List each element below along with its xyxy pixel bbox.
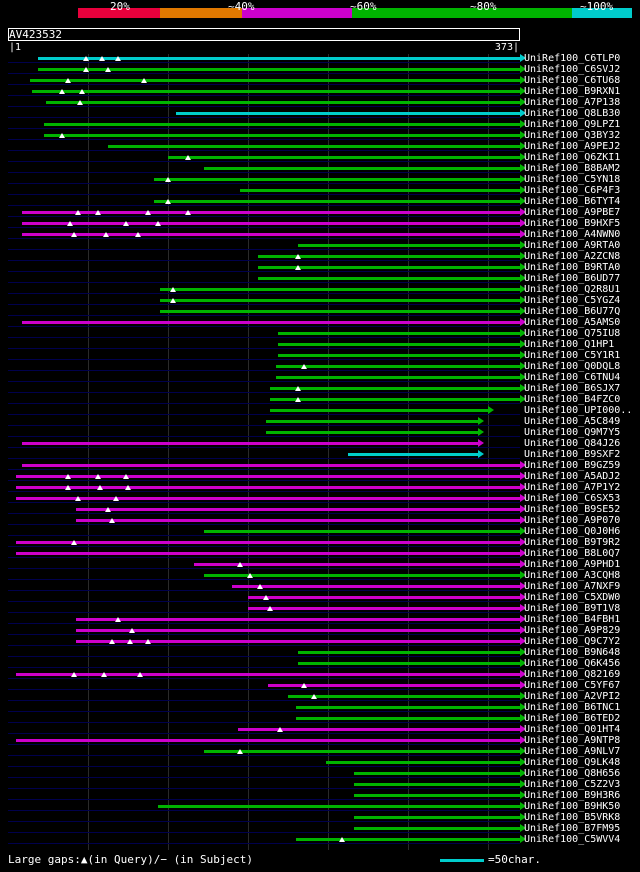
row-baseline bbox=[8, 392, 520, 393]
hit-bar[interactable] bbox=[22, 233, 520, 236]
row-baseline bbox=[8, 260, 520, 261]
hit-label[interactable]: UniRef100_A5AMS0 bbox=[524, 317, 621, 328]
hit-bar[interactable] bbox=[298, 651, 520, 654]
hit-label[interactable]: UniRef100_A7P1Y2 bbox=[524, 482, 621, 493]
hit-bar[interactable] bbox=[240, 189, 520, 192]
hit-label[interactable]: UniRef100_C6SX53 bbox=[524, 493, 621, 504]
gap-marker bbox=[145, 210, 151, 215]
hit-label[interactable]: UniRef100_C6TU68 bbox=[524, 75, 621, 86]
gap-marker bbox=[165, 177, 171, 182]
row-baseline bbox=[8, 348, 520, 349]
row-baseline bbox=[8, 590, 520, 591]
hit-label[interactable]: UniRef100_B9H3R6 bbox=[524, 790, 621, 801]
hit-bar[interactable] bbox=[44, 123, 520, 126]
hit-label[interactable]: UniRef100_B4FBH1 bbox=[524, 614, 621, 625]
hit-label[interactable]: UniRef100_A5ADJ2 bbox=[524, 471, 621, 482]
gap-marker bbox=[103, 232, 109, 237]
hit-label[interactable]: UniRef100_B6TYT4 bbox=[524, 196, 621, 207]
gap-marker bbox=[83, 67, 89, 72]
identity-legend bbox=[0, 0, 640, 26]
hit-label[interactable]: UniRef100_C5YF67 bbox=[524, 680, 621, 691]
row-baseline bbox=[8, 843, 520, 844]
hit-label[interactable]: UniRef100_C5YGZ4 bbox=[524, 295, 621, 306]
gap-marker bbox=[170, 287, 176, 292]
gap-marker bbox=[247, 573, 253, 578]
query-ruler bbox=[8, 42, 520, 54]
gap-marker bbox=[71, 232, 77, 237]
gap-marker bbox=[141, 78, 147, 83]
ruler-start-label: |1 bbox=[9, 42, 22, 53]
hit-label[interactable]: UniRef100_B9SE52 bbox=[524, 504, 621, 515]
hit-bar[interactable] bbox=[354, 827, 520, 830]
gap-marker bbox=[185, 155, 191, 160]
gap-marker bbox=[295, 254, 301, 259]
gap-marker bbox=[311, 694, 317, 699]
gap-marker bbox=[237, 749, 243, 754]
legend-label: 20% bbox=[110, 0, 130, 13]
hit-bar[interactable] bbox=[270, 398, 520, 401]
row-baseline bbox=[8, 832, 520, 833]
alignment-plot bbox=[8, 54, 520, 850]
gap-marker bbox=[170, 298, 176, 303]
row-baseline bbox=[8, 84, 520, 85]
hit-bar[interactable] bbox=[176, 112, 520, 115]
row-baseline bbox=[8, 601, 520, 602]
gap-marker bbox=[339, 837, 345, 842]
row-baseline bbox=[8, 425, 520, 426]
hit-label[interactable]: UniRef100_B9GZ59 bbox=[524, 460, 621, 471]
hit-label[interactable]: UniRef100_Q9LK48 bbox=[524, 757, 621, 768]
hit-label[interactable]: UniRef100_Q9C7Y2 bbox=[524, 636, 621, 647]
row-baseline bbox=[8, 678, 520, 679]
row-baseline bbox=[8, 183, 520, 184]
hit-label[interactable]: UniRef100_A9PBE7 bbox=[524, 207, 621, 218]
gap-marker bbox=[137, 672, 143, 677]
hit-label[interactable]: UniRef100_B6TNC1 bbox=[524, 702, 621, 713]
gap-marker bbox=[155, 221, 161, 226]
hit-bar[interactable] bbox=[276, 376, 520, 379]
footer bbox=[0, 850, 640, 872]
legend-label: ~40% bbox=[228, 0, 255, 13]
hit-label[interactable]: UniRef100_Q2R8U1 bbox=[524, 284, 621, 295]
hit-bar[interactable] bbox=[16, 486, 520, 489]
row-baseline bbox=[8, 744, 520, 745]
row-baseline bbox=[8, 117, 520, 118]
hit-label[interactable]: UniRef100_C5WVV4 bbox=[524, 834, 621, 845]
gap-marker bbox=[301, 364, 307, 369]
gap-marker bbox=[109, 518, 115, 523]
hit-bar[interactable] bbox=[204, 167, 520, 170]
grid-line bbox=[88, 54, 89, 850]
hit-label[interactable]: UniRef100_B6UD77 bbox=[524, 273, 621, 284]
row-baseline bbox=[8, 304, 520, 305]
gap-marker bbox=[75, 210, 81, 215]
gap-marker bbox=[123, 221, 129, 226]
hit-label[interactable]: UniRef100_A9RTA0 bbox=[524, 240, 621, 251]
hit-label[interactable]: UniRef100_C5Z2V3 bbox=[524, 779, 621, 790]
hit-bar[interactable] bbox=[108, 145, 520, 148]
hit-label[interactable]: UniRef100_Q84J26 bbox=[524, 438, 621, 449]
gap-marker bbox=[105, 67, 111, 72]
hit-label[interactable]: UniRef100_A7P138 bbox=[524, 97, 621, 108]
gap-marker bbox=[95, 474, 101, 479]
hit-bar[interactable] bbox=[278, 343, 520, 346]
gap-marker bbox=[101, 672, 107, 677]
hit-label[interactable]: UniRef100_B7FM95 bbox=[524, 823, 621, 834]
gap-marker bbox=[115, 56, 121, 61]
hit-label[interactable]: UniRef100_C6TLP0 bbox=[524, 53, 621, 64]
hit-bar[interactable] bbox=[22, 442, 478, 445]
hit-label[interactable]: UniRef100_B9SXF2 bbox=[524, 449, 621, 460]
gap-marker bbox=[295, 386, 301, 391]
hit-bar[interactable] bbox=[16, 739, 520, 742]
legend-label: ~80% bbox=[470, 0, 497, 13]
hit-bar[interactable] bbox=[32, 90, 520, 93]
gap-marker bbox=[75, 496, 81, 501]
gap-marker bbox=[257, 584, 263, 589]
row-baseline bbox=[8, 62, 520, 63]
row-baseline bbox=[8, 315, 520, 316]
hit-label[interactable]: UniRef100_C6SVJ2 bbox=[524, 64, 621, 75]
hit-bar[interactable] bbox=[276, 365, 520, 368]
ruler-end-label: 373| bbox=[494, 42, 519, 53]
hit-label[interactable]: UniRef100_B9N648 bbox=[524, 647, 621, 658]
row-baseline bbox=[8, 227, 520, 228]
row-baseline bbox=[8, 810, 520, 811]
hit-label[interactable]: UniRef100_A9PEJ2 bbox=[524, 141, 621, 152]
row-baseline bbox=[8, 557, 520, 558]
row-baseline bbox=[8, 535, 520, 536]
row-baseline bbox=[8, 546, 520, 547]
hit-label[interactable]: UniRef100_A9P070 bbox=[524, 515, 621, 526]
row-baseline bbox=[8, 436, 520, 437]
row-baseline bbox=[8, 711, 520, 712]
hit-label[interactable]: UniRef100_A9NTP8 bbox=[524, 735, 621, 746]
hit-bar[interactable] bbox=[326, 761, 520, 764]
row-baseline bbox=[8, 568, 520, 569]
hit-label[interactable]: UniRef100_Q0J0H6 bbox=[524, 526, 621, 537]
hit-bar[interactable] bbox=[266, 420, 478, 423]
hit-bar[interactable] bbox=[16, 475, 520, 478]
hit-label[interactable]: UniRef100_C6P4F3 bbox=[524, 185, 621, 196]
hit-bar[interactable] bbox=[348, 453, 478, 456]
row-baseline bbox=[8, 271, 520, 272]
hit-label[interactable]: UniRef100_B9RTA0 bbox=[524, 262, 621, 273]
scale-bar-label: =50char. bbox=[488, 853, 541, 866]
hit-label[interactable]: UniRef100_Q8LB30 bbox=[524, 108, 621, 119]
hit-label[interactable]: UniRef100_A9PHD1 bbox=[524, 559, 621, 570]
hit-bar[interactable] bbox=[76, 640, 520, 643]
hit-bar[interactable] bbox=[266, 431, 478, 434]
row-baseline bbox=[8, 623, 520, 624]
row-baseline bbox=[8, 480, 520, 481]
row-baseline bbox=[8, 821, 520, 822]
hit-label[interactable]: UniRef100_B6TED2 bbox=[524, 713, 621, 724]
hit-bar[interactable] bbox=[22, 321, 520, 324]
hit-label[interactable]: UniRef100_C5YN18 bbox=[524, 174, 621, 185]
hit-label[interactable]: UniRef100_Q9M7Y5 bbox=[524, 427, 621, 438]
hit-label[interactable]: UniRef100_B9HK50 bbox=[524, 801, 621, 812]
row-baseline bbox=[8, 326, 520, 327]
row-baseline bbox=[8, 403, 520, 404]
hit-bar[interactable] bbox=[160, 310, 520, 313]
hit-label[interactable]: UniRef100_Q6ZKI1 bbox=[524, 152, 621, 163]
row-baseline bbox=[8, 700, 520, 701]
hit-bar[interactable] bbox=[354, 816, 520, 819]
gap-marker bbox=[165, 199, 171, 204]
gap-marker bbox=[277, 727, 283, 732]
row-baseline bbox=[8, 139, 520, 140]
row-baseline bbox=[8, 777, 520, 778]
hit-label[interactable]: UniRef100_Q75IU8 bbox=[524, 328, 621, 339]
hit-bar[interactable] bbox=[298, 244, 520, 247]
hit-label[interactable]: UniRef100_B8L0Q7 bbox=[524, 548, 621, 559]
hit-bar[interactable] bbox=[232, 585, 520, 588]
hit-bar[interactable] bbox=[160, 288, 520, 291]
hit-bar[interactable] bbox=[38, 57, 520, 60]
row-baseline bbox=[8, 128, 520, 129]
gap-marker bbox=[105, 507, 111, 512]
gap-marker bbox=[95, 210, 101, 215]
hit-bar[interactable] bbox=[248, 596, 520, 599]
row-baseline bbox=[8, 150, 520, 151]
hit-label[interactable]: UniRef100_A3CQH8 bbox=[524, 570, 621, 581]
gap-marker bbox=[145, 639, 151, 644]
gap-marker bbox=[129, 628, 135, 633]
hit-bar[interactable] bbox=[76, 618, 520, 621]
gaps-legend-text: Large gaps:▲(in Query)/− (in Subject) bbox=[8, 853, 254, 866]
gap-marker bbox=[123, 474, 129, 479]
hit-bar[interactable] bbox=[248, 607, 520, 610]
query-bar bbox=[8, 28, 520, 41]
row-baseline bbox=[8, 667, 520, 668]
gap-marker bbox=[113, 496, 119, 501]
row-baseline bbox=[8, 161, 520, 162]
gap-marker bbox=[185, 210, 191, 215]
hit-bar[interactable] bbox=[298, 662, 520, 665]
hit-label[interactable]: UniRef100_B8BAM2 bbox=[524, 163, 621, 174]
gap-marker bbox=[59, 133, 65, 138]
gap-marker bbox=[301, 683, 307, 688]
row-baseline bbox=[8, 293, 520, 294]
row-baseline bbox=[8, 95, 520, 96]
row-baseline bbox=[8, 722, 520, 723]
hit-label[interactable]: UniRef100_C6TNU4 bbox=[524, 372, 621, 383]
hit-label[interactable]: UniRef100_B9T1V8 bbox=[524, 603, 621, 614]
hit-label[interactable]: UniRef100_Q6K456 bbox=[524, 658, 621, 669]
hit-bar[interactable] bbox=[158, 805, 520, 808]
hit-bar[interactable] bbox=[354, 783, 520, 786]
gap-marker bbox=[65, 485, 71, 490]
gap-marker bbox=[65, 474, 71, 479]
hit-label[interactable]: UniRef100_B4FZC0 bbox=[524, 394, 621, 405]
hit-bar[interactable] bbox=[278, 354, 520, 357]
row-baseline bbox=[8, 73, 520, 74]
hit-label[interactable]: UniRef100_B6U77Q bbox=[524, 306, 621, 317]
row-baseline bbox=[8, 469, 520, 470]
hit-label[interactable]: UniRef100_C5Y1R1 bbox=[524, 350, 621, 361]
scale-bar bbox=[440, 859, 484, 862]
hit-bar[interactable] bbox=[76, 629, 520, 632]
row-baseline bbox=[8, 238, 520, 239]
hit-label[interactable]: UniRef100_B5VRK8 bbox=[524, 812, 621, 823]
row-baseline bbox=[8, 458, 520, 459]
row-baseline bbox=[8, 172, 520, 173]
hit-bar[interactable] bbox=[288, 695, 520, 698]
row-baseline bbox=[8, 194, 520, 195]
row-baseline bbox=[8, 634, 520, 635]
hit-bar[interactable] bbox=[16, 552, 520, 555]
hit-bar[interactable] bbox=[296, 706, 520, 709]
row-baseline bbox=[8, 249, 520, 250]
hit-label[interactable]: UniRef100_A4NWN0 bbox=[524, 229, 621, 240]
row-baseline bbox=[8, 788, 520, 789]
hit-bar[interactable] bbox=[354, 772, 520, 775]
hit-bar[interactable] bbox=[16, 497, 520, 500]
legend-segment bbox=[242, 8, 352, 18]
row-baseline bbox=[8, 612, 520, 613]
hit-label[interactable]: UniRef100_UPI000.. bbox=[524, 405, 633, 416]
hit-bar[interactable] bbox=[22, 222, 520, 225]
gap-marker bbox=[295, 265, 301, 270]
hit-bar[interactable] bbox=[44, 134, 520, 137]
row-baseline bbox=[8, 656, 520, 657]
hit-label[interactable]: UniRef100_A2VPI2 bbox=[524, 691, 621, 702]
hit-bar[interactable] bbox=[16, 541, 520, 544]
hit-label[interactable]: UniRef100_B9HXF5 bbox=[524, 218, 621, 229]
hit-label[interactable]: UniRef100_A5C849 bbox=[524, 416, 621, 427]
gap-marker bbox=[135, 232, 141, 237]
legend-label: ~100% bbox=[580, 0, 614, 13]
gap-marker bbox=[115, 617, 121, 622]
row-baseline bbox=[8, 766, 520, 767]
hit-bar[interactable] bbox=[16, 673, 520, 676]
row-baseline bbox=[8, 524, 520, 525]
hit-label[interactable]: UniRef100_B6SJX7 bbox=[524, 383, 621, 394]
hit-bar[interactable] bbox=[160, 299, 520, 302]
hit-label[interactable]: UniRef100_Q8H656 bbox=[524, 768, 621, 779]
row-baseline bbox=[8, 491, 520, 492]
gap-marker bbox=[237, 562, 243, 567]
gap-marker bbox=[79, 89, 85, 94]
hit-label[interactable]: UniRef100_A9NLV7 bbox=[524, 746, 621, 757]
gap-marker bbox=[65, 78, 71, 83]
hit-bar[interactable] bbox=[154, 200, 520, 203]
hit-label[interactable]: UniRef100_Q1HP1 bbox=[524, 339, 615, 350]
hit-label[interactable]: UniRef100_A7NXF9 bbox=[524, 581, 621, 592]
hit-label[interactable]: UniRef100_B9T9R2 bbox=[524, 537, 621, 548]
gap-marker bbox=[71, 672, 77, 677]
hit-label[interactable]: UniRef100_A9P829 bbox=[524, 625, 621, 636]
row-baseline bbox=[8, 216, 520, 217]
row-baseline bbox=[8, 106, 520, 107]
hit-bar[interactable] bbox=[296, 838, 520, 841]
hit-bar[interactable] bbox=[154, 178, 520, 181]
gap-marker bbox=[77, 100, 83, 105]
row-baseline bbox=[8, 579, 520, 580]
row-baseline bbox=[8, 381, 520, 382]
gap-marker bbox=[67, 221, 73, 226]
gap-marker bbox=[59, 89, 65, 94]
hit-label[interactable]: UniRef100_Q01HT4 bbox=[524, 724, 621, 735]
hit-bar[interactable] bbox=[76, 519, 520, 522]
hit-label[interactable]: UniRef100_B9RXN1 bbox=[524, 86, 621, 97]
hit-bar[interactable] bbox=[204, 530, 520, 533]
row-baseline bbox=[8, 799, 520, 800]
hit-bar[interactable] bbox=[168, 156, 520, 159]
hit-bar[interactable] bbox=[204, 750, 520, 753]
grid-line bbox=[168, 54, 169, 850]
gap-marker bbox=[263, 595, 269, 600]
gap-marker bbox=[125, 485, 131, 490]
row-baseline bbox=[8, 447, 520, 448]
hit-label[interactable]: UniRef100_Q82169 bbox=[524, 669, 621, 680]
gap-marker bbox=[295, 397, 301, 402]
hit-bar[interactable] bbox=[76, 508, 520, 511]
hit-bar[interactable] bbox=[278, 332, 520, 335]
legend-label: ~60% bbox=[350, 0, 377, 13]
gap-marker bbox=[109, 639, 115, 644]
row-baseline bbox=[8, 733, 520, 734]
hit-bar[interactable] bbox=[270, 409, 488, 412]
row-baseline bbox=[8, 645, 520, 646]
gap-marker bbox=[97, 485, 103, 490]
hit-bar[interactable] bbox=[354, 794, 520, 797]
row-baseline bbox=[8, 282, 520, 283]
hit-bar[interactable] bbox=[22, 464, 520, 467]
hit-bar[interactable] bbox=[30, 79, 520, 82]
row-baseline bbox=[8, 337, 520, 338]
hit-bar[interactable] bbox=[270, 387, 520, 390]
query-name: AV423532 bbox=[9, 28, 62, 41]
gap-marker bbox=[99, 56, 105, 61]
hit-label[interactable]: UniRef100_Q3BY32 bbox=[524, 130, 621, 141]
row-baseline bbox=[8, 359, 520, 360]
gap-marker bbox=[267, 606, 273, 611]
row-baseline bbox=[8, 414, 520, 415]
hit-label[interactable]: UniRef100_A2ZCN8 bbox=[524, 251, 621, 262]
row-baseline bbox=[8, 502, 520, 503]
gap-marker bbox=[127, 639, 133, 644]
row-baseline bbox=[8, 755, 520, 756]
row-baseline bbox=[8, 205, 520, 206]
hit-label[interactable]: UniRef100_C5XDW0 bbox=[524, 592, 621, 603]
hit-bar[interactable] bbox=[296, 717, 520, 720]
hit-label[interactable]: UniRef100_Q9LPZ1 bbox=[524, 119, 621, 130]
row-baseline bbox=[8, 689, 520, 690]
gap-marker bbox=[71, 540, 77, 545]
hit-bar[interactable] bbox=[258, 277, 520, 280]
row-baseline bbox=[8, 370, 520, 371]
row-baseline bbox=[8, 513, 520, 514]
hit-label[interactable]: UniRef100_Q0DQL8 bbox=[524, 361, 621, 372]
hit-bar[interactable] bbox=[46, 101, 520, 104]
gap-marker bbox=[83, 56, 89, 61]
